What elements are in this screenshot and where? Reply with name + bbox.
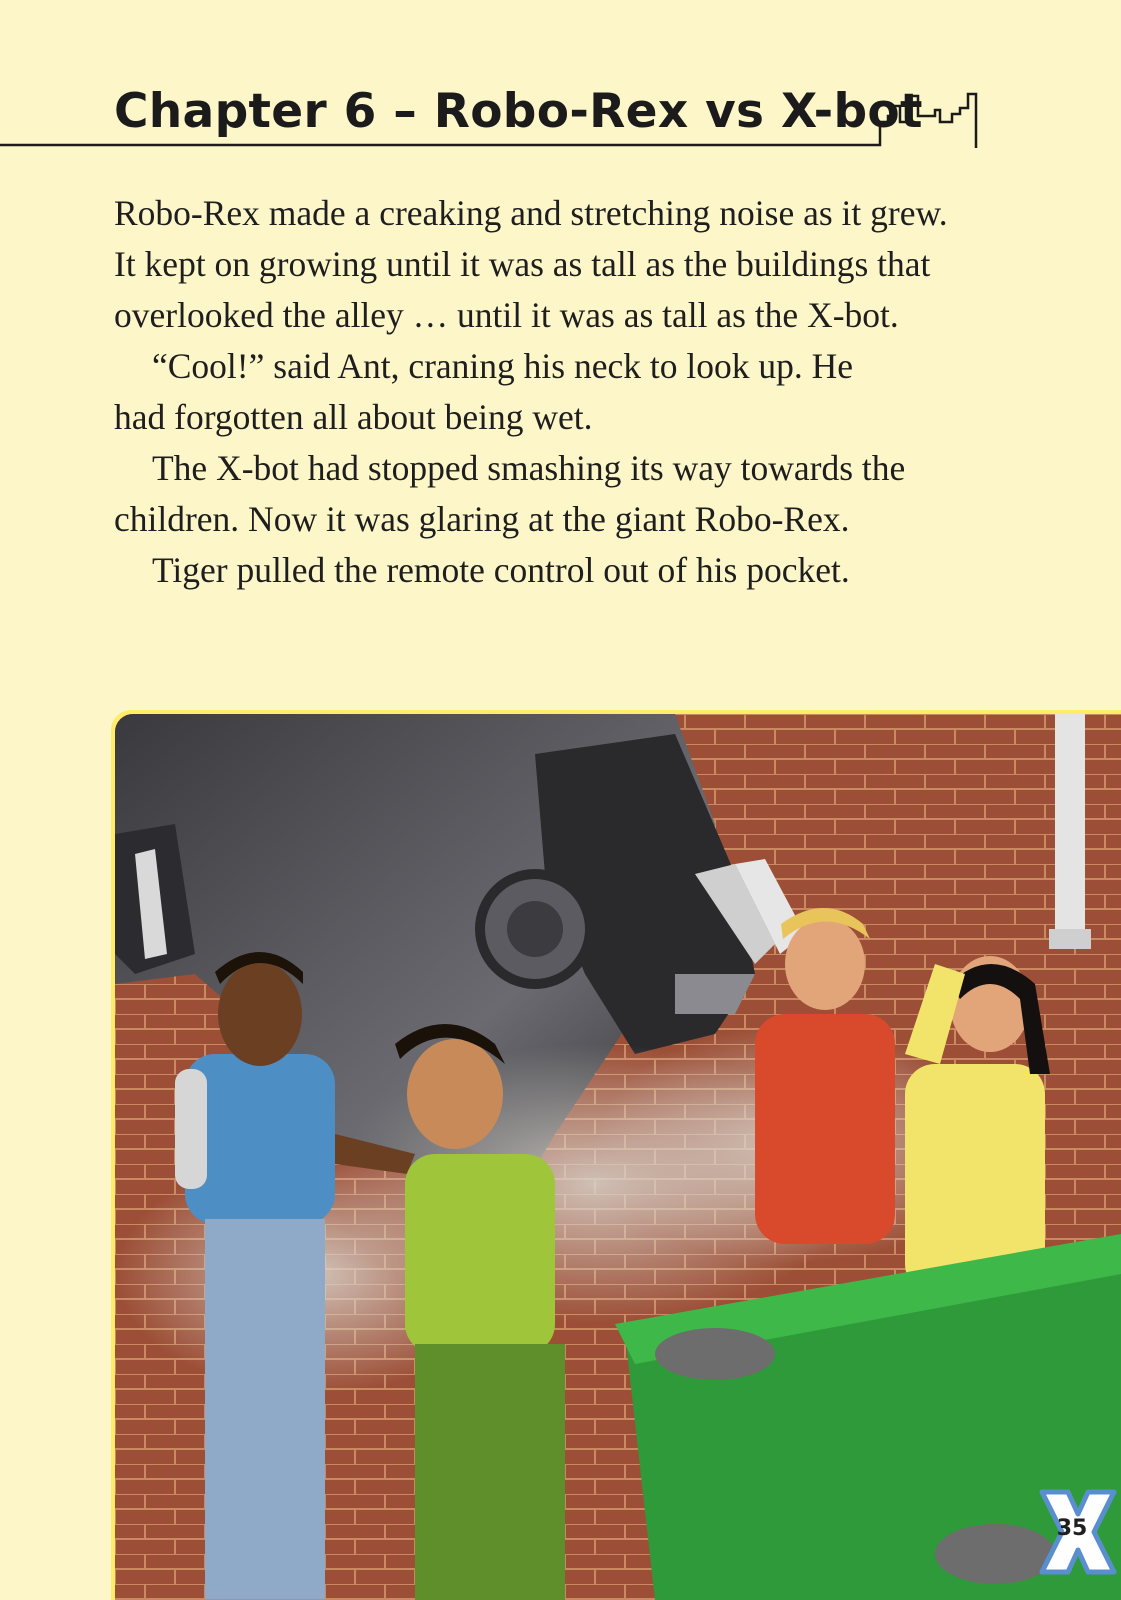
paragraph: Tiger pulled the remote control out of his pocket. (152, 550, 850, 590)
chapter-title: Chapter 6 – Robo-Rex vs X-bot (114, 84, 923, 139)
page-number: 35 (1056, 1516, 1088, 1541)
illustration-scene (115, 714, 1121, 1600)
paragraph: The X-bot had stopped smashing its way towards the children. Now it was glaring at the giant Robo-Rex. (114, 448, 906, 539)
paragraph: “Cool!” said Ant, craning his neck to look up. He had forgotten all about being wet. (114, 346, 853, 437)
story-illustration (115, 714, 1121, 1600)
paragraph: Robo-Rex made a creaking and stretching noise as it grew. It kept on growing until it was as tall as the buildings that overlooked the alley … until it was as tall as the X-bot. (114, 193, 948, 335)
skyline-rule-icon (0, 86, 1000, 150)
story-text (114, 188, 1104, 596)
